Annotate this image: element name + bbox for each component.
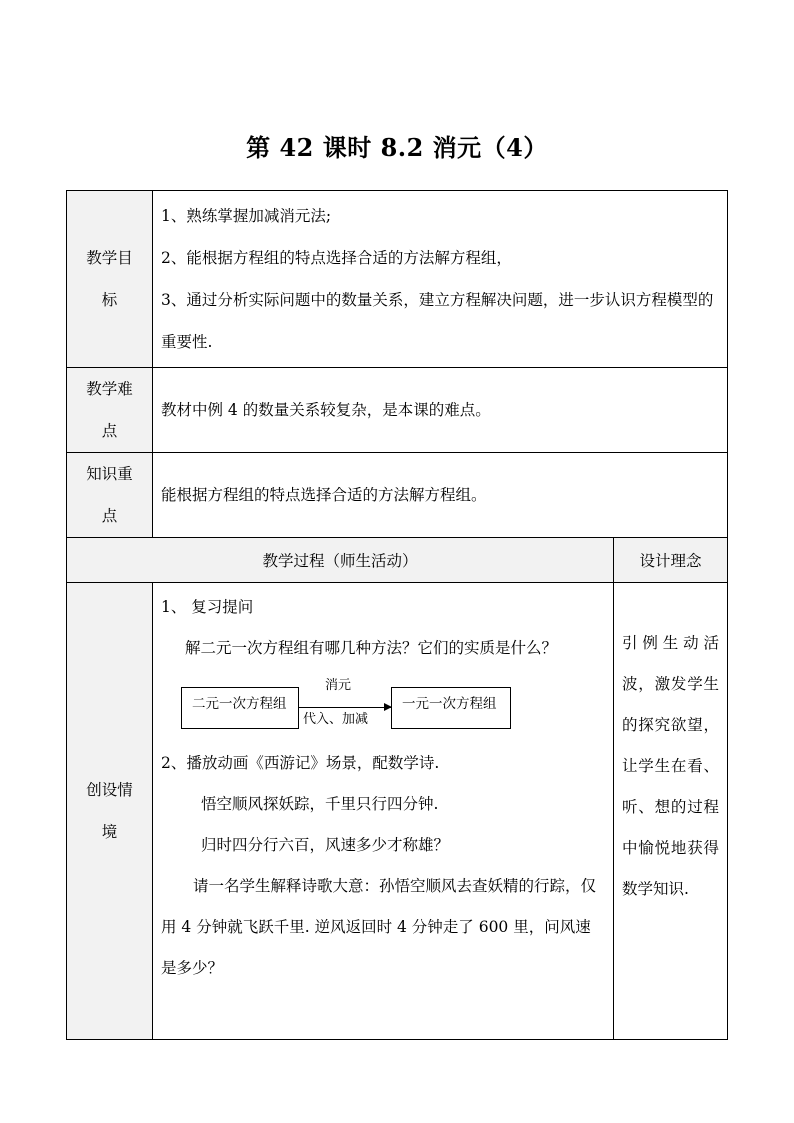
scenario-label-line2: 境: [101, 823, 118, 841]
animation-title: 2、播放动画《西游记》场景，配数学诗.: [161, 754, 440, 772]
elimination-flow-diagram: [181, 679, 605, 739]
flow-arrow: [299, 707, 391, 708]
objective-item-2: 2、能根据方程组的特点选择合适的方法解方程组，: [161, 249, 512, 267]
scenario-label-line1: 创设情: [86, 781, 133, 799]
key-points-content: [153, 453, 728, 538]
poem-line-2: 归时四分行六百，风速多少才称雄？: [201, 836, 450, 854]
scenario-design-note: 引例生动活波，激发学生的探究欲望，让学生在看、听、想的过程中愉悦地获得数学知识.: [614, 583, 728, 1040]
objectives-content: [153, 191, 728, 368]
scenario-row: [67, 583, 728, 1040]
flow-box-one-variable: 一元一次方程组: [391, 687, 511, 729]
objectives-label-line1: 教学目: [86, 249, 133, 267]
scenario-activity: [153, 583, 614, 1040]
difficulty-label-line2: 点: [101, 422, 118, 440]
lesson-plan-table: [66, 190, 728, 1040]
difficulty-content: [153, 368, 728, 453]
key-points-row: [67, 453, 728, 538]
process-header-row: [67, 538, 728, 583]
key-points-label-line1: 知识重: [86, 465, 133, 483]
key-points-label-line2: 点: [101, 507, 118, 525]
page-title: 第 42 课时 8.2 消元（4）: [246, 133, 548, 162]
key-points-text: 能根据方程组的特点选择合适的方法解方程组。: [161, 486, 487, 504]
objectives-row: [67, 191, 728, 368]
difficulty-label-line1: 教学难: [86, 380, 133, 398]
objective-item-1: 1、熟练掌握加减消元法;: [161, 207, 332, 225]
objectives-label-line2: 标: [101, 291, 118, 309]
review-question: 解二元一次方程组有哪几种方法？它们的实质是什么？: [185, 639, 558, 657]
poem-line-1: 悟空顺风探妖踪，千里只行四分钟.: [201, 795, 439, 813]
poem-explanation: 请一名学生解释诗歌大意：孙悟空顺风去查妖精的行踪，仅用 4 分钟就飞跃千里. 逆风返回时 4 分钟走了 600 里，问风速是多少？: [161, 877, 597, 977]
key-points-label: [67, 453, 153, 538]
flow-label-above: 消元: [325, 678, 352, 693]
scenario-label: [67, 583, 153, 1040]
process-activity-header: 教学过程（师生活动）: [67, 538, 614, 583]
objectives-label: [67, 191, 153, 368]
difficulty-text: 教材中例 4 的数量关系较复杂，是本课的难点。: [161, 401, 491, 419]
process-design-header: 设计理念: [614, 538, 728, 583]
review-title: 1、 复习提问: [161, 598, 254, 616]
difficulty-label: [67, 368, 153, 453]
flow-box-two-variable: 二元一次方程组: [181, 687, 299, 729]
objective-item-3: 3、通过分析实际问题中的数量关系，建立方程解决问题，进一步认识方程模型的重要性.: [161, 291, 714, 351]
difficulty-row: [67, 368, 728, 453]
flow-label-below: 代入、加减: [303, 712, 369, 727]
